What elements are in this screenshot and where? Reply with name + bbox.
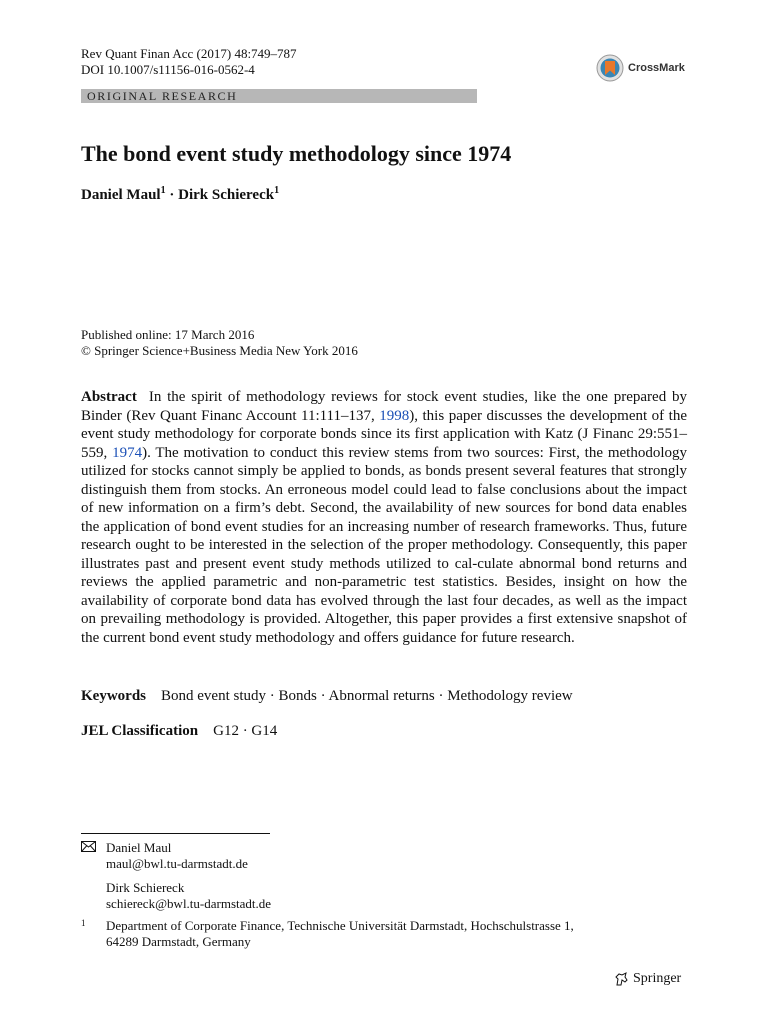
keywords	[81, 688, 573, 705]
jel-codes: G12 · G14	[213, 723, 278, 739]
doi[interactable]: DOI 10.1007/s11156-016-0562-4	[81, 62, 255, 77]
journal-header	[81, 46, 297, 78]
affiliation-marker: 1	[160, 185, 166, 196]
envelope-icon	[81, 841, 96, 852]
author-separator: ·	[165, 187, 179, 203]
affiliation	[81, 918, 687, 950]
springer-logo	[614, 971, 681, 987]
published-date: Published online: 17 March 2016	[81, 327, 255, 342]
contact-name: Daniel Maul	[106, 840, 172, 855]
keywords-label: Keywords	[81, 688, 146, 704]
crossmark-badge[interactable]	[596, 53, 686, 83]
author-list	[81, 185, 279, 204]
publication-info	[81, 327, 358, 359]
contact-block	[81, 840, 271, 912]
article-title: The bond event study methodology since 1974	[81, 141, 512, 166]
crossmark-icon	[596, 54, 624, 82]
affiliation-marker: 1	[274, 185, 280, 196]
affiliation-line: 64289 Darmstadt, Germany	[106, 934, 251, 949]
journal-citation: Rev Quant Finan Acc (2017) 48:749–787	[81, 46, 297, 61]
footnote-divider	[81, 833, 270, 834]
abstract-label: Abstract	[81, 389, 137, 405]
jel-label: JEL Classification	[81, 723, 199, 739]
section-band	[81, 89, 477, 103]
citation-link[interactable]: 1998	[379, 407, 410, 424]
contact-email[interactable]: schiereck@bwl.tu-darmstadt.de	[106, 896, 272, 911]
abstract-text: ). The motivation to conduct this review stems from two sources: First, the methodology utilized for stocks cannot simply be applied to bonds, as bonds present several features that strongly distinguish them from stocks. An erroneous model could lead to false conclusions about the impact of new information on a firm’s debt. Second, the availability of new sources for bond data enables the application of bond event studies for an increasing number of research frameworks. Thus, future research ought to be interested in the selection of the proper methodology. Consequently, this paper illustrates past and present event study methods utilized to cal-culate abnormal bond returns and reviews the applied parametric and non-parametric test statistics. Besides, insight on how the availability of corporate bond data has evolved through the last four decades, as well as the impact on prevailing methodology is provided. Altogether, this paper provides a first extensive snapshot of the current bond event study methodology and offers guidance for future research.	[81, 444, 687, 646]
contact-email[interactable]: maul@bwl.tu-darmstadt.de	[106, 856, 248, 871]
affiliation-number: 1	[81, 918, 86, 928]
jel-classification	[81, 723, 277, 740]
springer-horse-icon	[614, 971, 630, 987]
contact-name: Dirk Schiereck	[106, 880, 185, 895]
abstract-text: ), this paper discusses the development of the event study methodology for corporate bonds since its first application with Katz (J Financ 29:551–559,	[81, 407, 688, 461]
citation-link[interactable]: 1974	[112, 444, 143, 461]
copyright: © Springer Science+Business Media New York 2016	[81, 343, 358, 358]
crossmark-label: CrossMark	[628, 62, 685, 74]
author-name[interactable]: Daniel Maul	[81, 187, 161, 203]
affiliation-line: Department of Corporate Finance, Technische Universität Darmstadt, Hochschulstrasse 1,	[106, 918, 574, 933]
abstract-text: In the spirit of methodology reviews for stock event studies, like the one prepared by Binder (Rev Quant Financ Account 11:111–137,	[81, 389, 687, 424]
section-band-label: ORIGINAL RESEARCH	[87, 89, 238, 103]
author-name[interactable]: Dirk Schiereck	[178, 187, 275, 203]
keywords-text: Bond event study · Bonds · Abnormal returns · Methodology review	[161, 688, 573, 704]
abstract	[81, 388, 687, 647]
publisher-name: Springer	[633, 971, 682, 986]
